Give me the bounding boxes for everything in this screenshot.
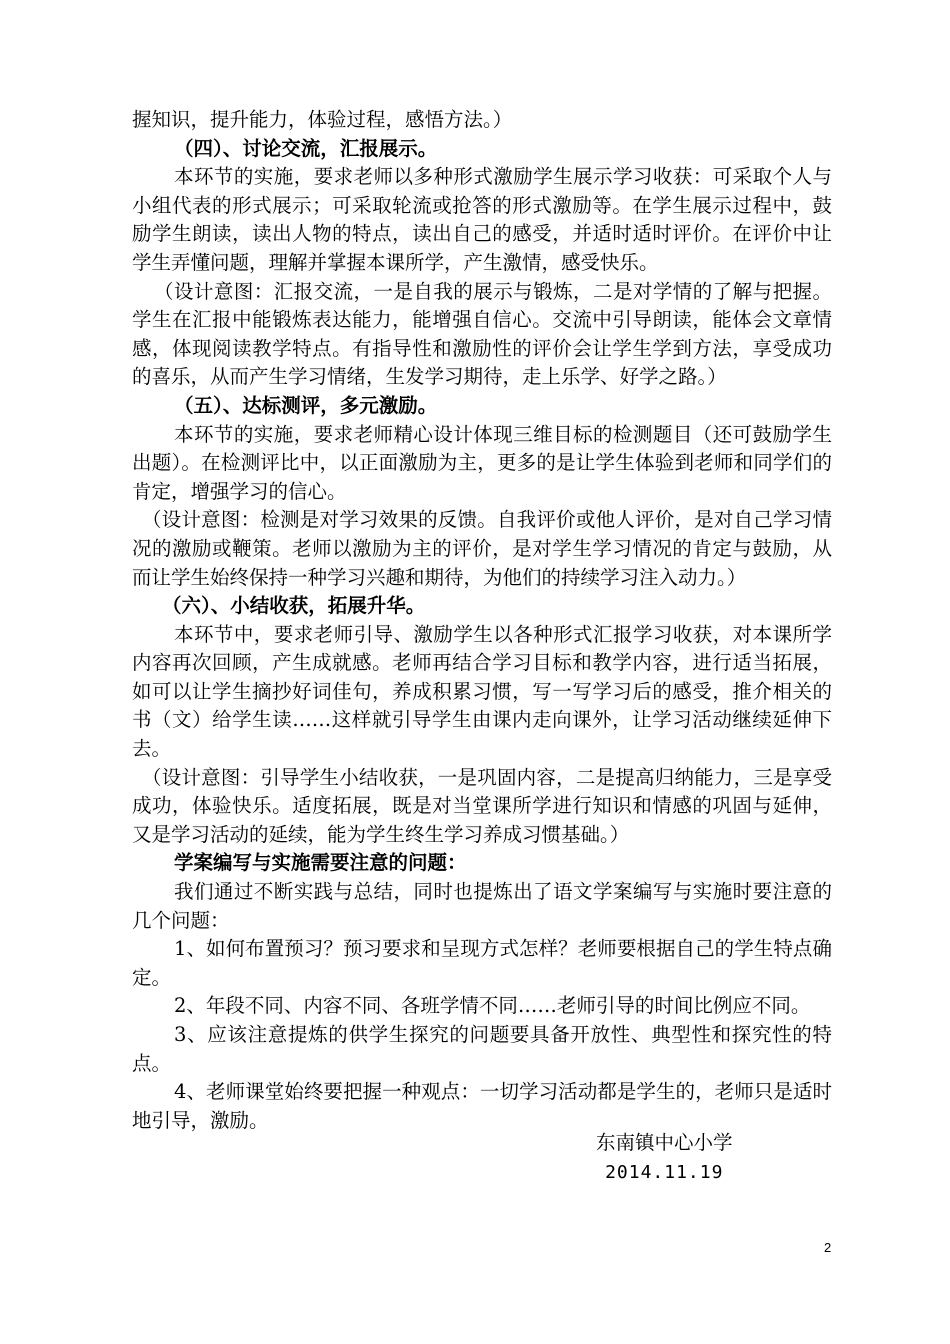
school-name: 东南镇中心小学 bbox=[596, 1131, 733, 1154]
list-item: 2、年段不同、内容不同、各班学情不同……老师引导的时间比例应不同。 bbox=[174, 994, 811, 1018]
list-item: 3、应该注意提炼的供学生探究的问题要具备开放性、典型性和探究性的特点。 bbox=[132, 1023, 832, 1075]
paragraph: 我们通过不断实践与总结，同时也提炼出了语文学案编写与实施时要注意的几个问题： bbox=[132, 880, 832, 932]
section-heading-5: （五）、达标测评，多元激励。 bbox=[174, 393, 438, 417]
paragraph-continuation: 握知识，提升能力，体验过程，感悟方法。） bbox=[132, 108, 513, 131]
section-heading-notes: 学案编写与实施需要注意的问题： bbox=[174, 851, 467, 875]
list-item: 4、老师课堂始终要把握一种观点：一切学习活动都是学生的，老师只是适时地引导，激励。 bbox=[132, 1080, 832, 1132]
section-heading-4: （四）、讨论交流，汇报展示。 bbox=[174, 136, 438, 160]
list-item: 1、如何布置预习？预习要求和呈现方式怎样？老师要根据自己的学生特点确定。 bbox=[132, 937, 832, 989]
signature-block bbox=[596, 1128, 733, 1188]
paragraph: 本环节的实施，要求老师精心设计体现三维目标的检测题目（还可鼓励学生出题）。在检测评比中，以正面激励为主，更多的是让学生体验到老师和同学们的肯定，增强学习的信心。 bbox=[132, 422, 832, 503]
document-body bbox=[132, 106, 832, 1135]
design-intent-paragraph: （设计意图：检测是对学习效果的反馈。自我评价或他人评价，是对自己学习情况的激励或鞭策。老师以激励为主的评价，是对学生学习情况的肯定与鼓励，从而让学生始终保持一种学习兴趣和期待，为他们的持续学习注入动力。） bbox=[132, 508, 832, 589]
paragraph: 本环节中，要求老师引导、激励学生以各种形式汇报学习收获，对本课所学内容再次回顾，产生成就感。老师再结合学习目标和教学内容，进行适当拓展，如可以让学生摘抄好词佳句，养成积累习惯，写一写学习后的感受，推介相关的书（文）给学生读……这样就引导学生由课内走向课外，让学习活动继续延伸下去。 bbox=[132, 622, 832, 761]
signature-date: 2014.11.19 bbox=[605, 1162, 724, 1183]
design-intent-paragraph: （设计意图：引导学生小结收获，一是巩固内容，二是提高归纳能力，三是享受成功，体验快乐。适度拓展，既是对当堂课所学进行知识和情感的巩固与延伸，又是学习活动的延续，能为学生终生学习养成习惯基础。） bbox=[132, 765, 832, 846]
paragraph: 本环节的实施，要求老师以多种形式激励学生展示学习收获：可采取个人与小组代表的形式展示；可采取轮流或抢答的形式激励等。在学生展示过程中，鼓励学生朗读，读出人物的特点，读出自己的感受，并适时适时评价。在评价中让学生弄懂问题，理解并掌握本课所学，产生激情，感受快乐。 bbox=[132, 165, 832, 274]
design-intent-paragraph: （设计意图：汇报交流，一是自我的展示与锻炼，二是对学情的了解与把握。学生在汇报中能锻炼表达能力，能增强自信心。交流中引导朗读，能体会文章情感，体现阅读教学特点。有指导性和激励性的评价会让学生学到方法，享受成功的喜乐，从而产生学习情绪，生发学习期待，走上乐学、好学之路。） bbox=[132, 279, 832, 389]
page-number: 2 bbox=[824, 1240, 832, 1255]
section-heading-6: （六）、小结收获，拓展升华。 bbox=[162, 594, 426, 618]
